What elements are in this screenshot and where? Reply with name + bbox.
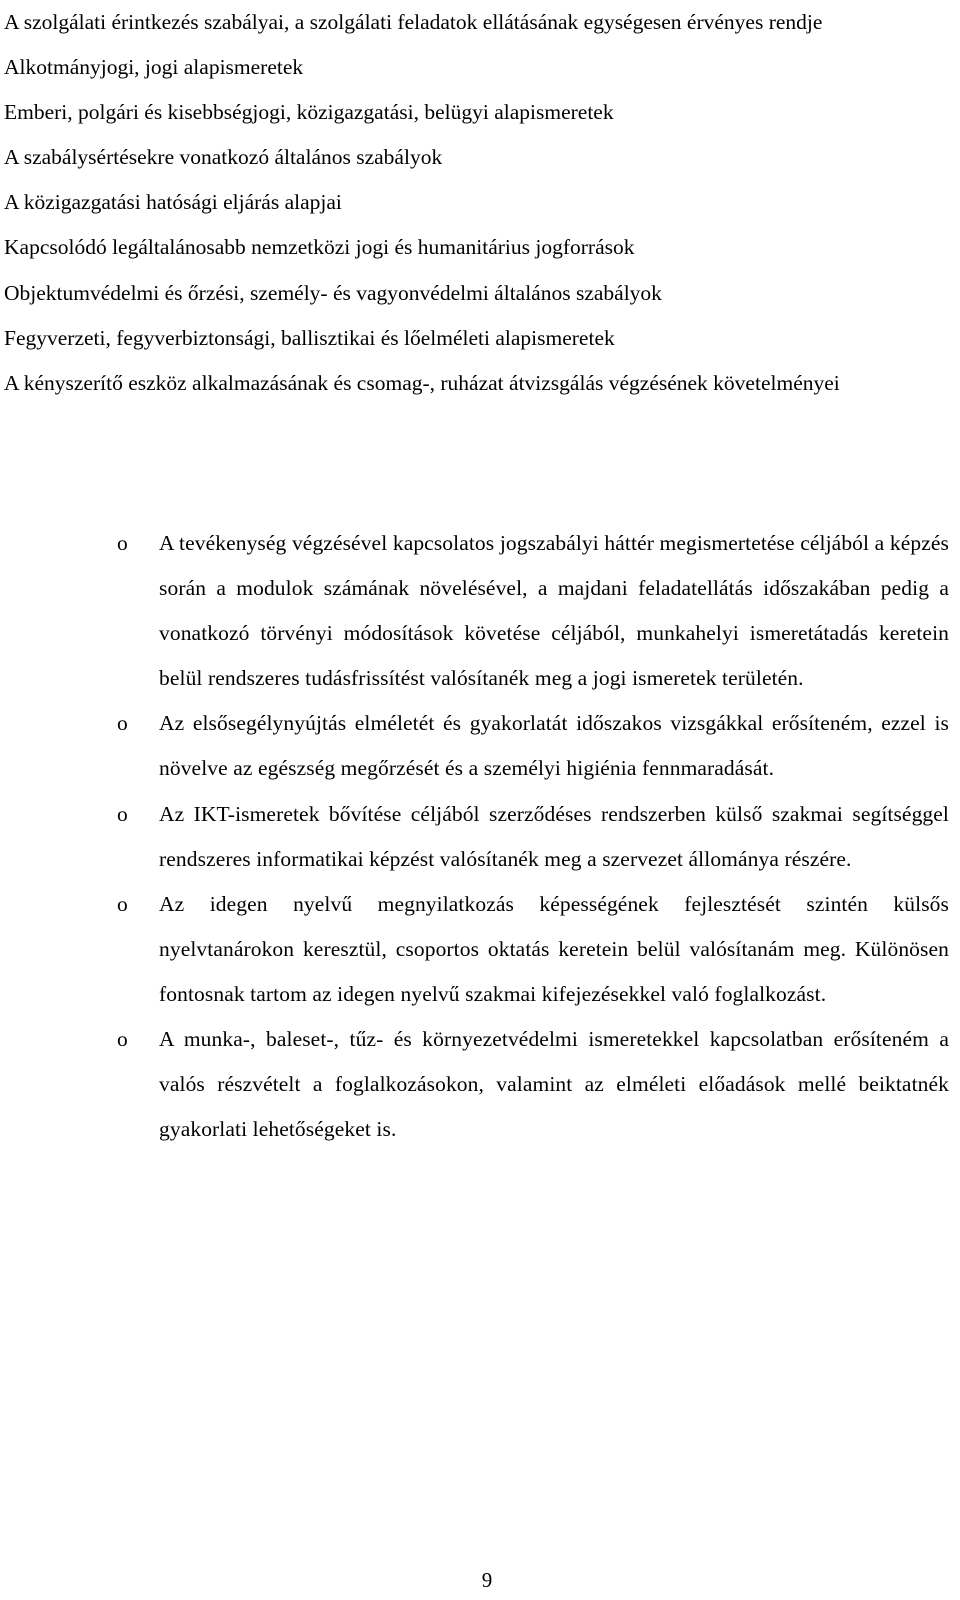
bullet-marker: o — [117, 1027, 128, 1052]
bullet-marker: o — [117, 801, 128, 826]
topic-item: Objektumvédelmi és őrzési, személy- és vagyonvédelmi általános szabályok — [4, 280, 662, 305]
bullet-marker: o — [117, 711, 128, 736]
bullet-text: Az elsősegélynyújtás elméletét és gyakorlatát időszakos vizsgákkal erősíteném, ezzel is növelve az egészség megőrzését és a személyi higiénia fennmaradását. — [159, 711, 949, 781]
topic-item: Emberi, polgári és kisebbségjogi, közigazgatási, belügyi alapismeretek — [4, 100, 614, 125]
bullet-text: Az idegen nyelvű megnyilatkozás képességének fejlesztését szintén külsős nyelvtanárokon keresztül, csoportos oktatás keretein belül valósítanám meg. Különösen fontosnak tartom az idegen nyelvű szakmai kifejezésekkel való foglalkozást. — [159, 891, 949, 1006]
bullet-text: A munka-, baleset-, tűz- és környezetvédelmi ismeretekkel kapcsolatban erősíteném a valós részvételt a foglalkozásokon, valamint az elméleti előadások mellé beiktatnék gyakorlati lehetőségeket is. — [159, 1027, 949, 1142]
bullet-item — [0, 882, 960, 1017]
topic-item: A közigazgatási hatósági eljárás alapjai — [4, 190, 342, 215]
topic-item: A szolgálati érintkezés szabályai, a szolgálati feladatok ellátásának egységesen érvényes rendje — [4, 10, 823, 34]
topic-item: A szabálysértésekre vonatkozó általános szabályok — [4, 145, 443, 170]
topic-list — [4, 0, 949, 406]
topic-item: Fegyverzeti, fegyverbiztonsági, ballisztikai és lőelméleti alapismeretek — [4, 325, 615, 350]
bullet-marker: o — [117, 531, 128, 555]
page-number: 9 — [481, 1568, 493, 1592]
bullet-item — [0, 701, 960, 791]
topic-item: Kapcsolódó legáltalánosabb nemzetközi jogi és humanitárius jogforrások — [4, 235, 635, 260]
bullet-marker: o — [117, 891, 128, 916]
bullet-item — [0, 1017, 960, 1152]
bullet-item — [0, 521, 960, 701]
bullet-text: Az IKT-ismeretek bővítése céljából szerződéses rendszerben külső szakmai segítséggel rendszeres informatikai képzést valósítanék meg a szervezet állománya részére. — [159, 801, 949, 871]
topic-item: Alkotmányjogi, jogi alapismeretek — [4, 55, 304, 80]
bullet-list — [0, 521, 960, 1152]
bullet-item — [0, 792, 960, 882]
bullet-text: A tevékenység végzésével kapcsolatos jogszabályi háttér megismertetése céljából a képzés során a modulok számának növelésével, a majdani feladatellátás időszakában pedig a vonatkozó törvényi módosítások követése céljából, munkahelyi ismeretátadás keretein belül rendszeres tudásfrissítést valósítanék meg a jogi ismeretek területén. — [159, 531, 949, 691]
topic-item: A kényszerítő eszköz alkalmazásának és csomag-, ruházat átvizsgálás végzésének követelményei — [4, 370, 840, 395]
